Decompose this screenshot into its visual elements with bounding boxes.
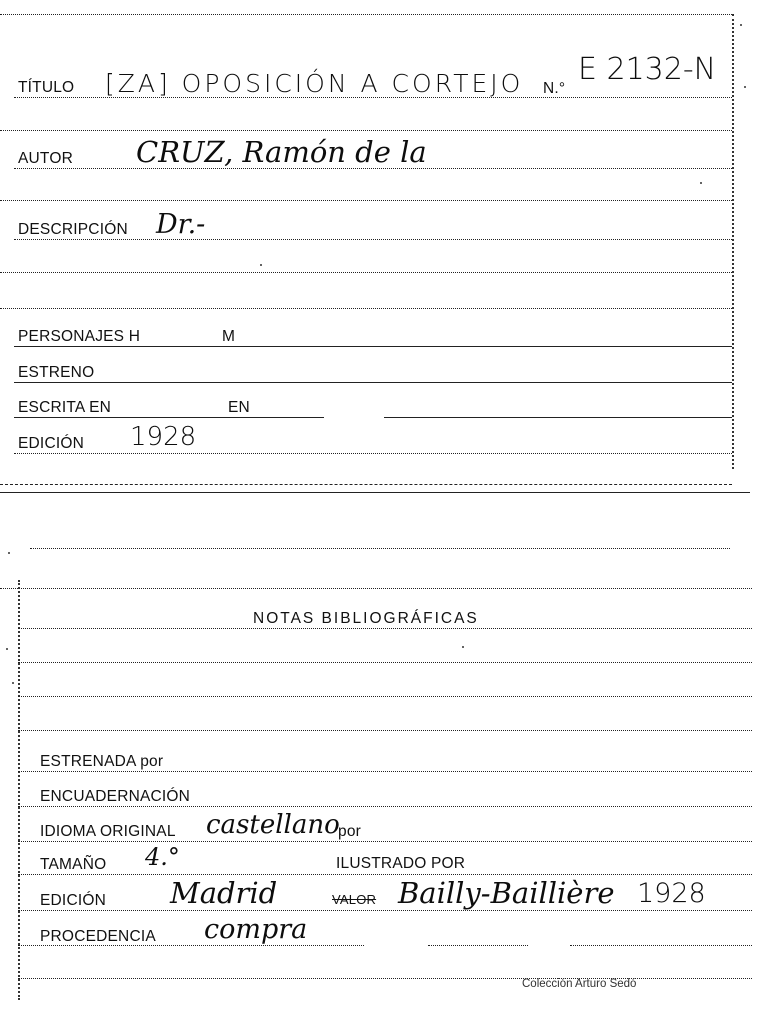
scan-speck bbox=[462, 646, 464, 648]
back-rule-1 bbox=[0, 588, 752, 589]
procedencia-rule-b bbox=[428, 945, 528, 946]
edicion-place-value: Madrid bbox=[170, 876, 278, 910]
procedencia-label: PROCEDENCIA bbox=[40, 928, 156, 945]
edicion-value: 1928 bbox=[130, 422, 197, 452]
estreno-label: ESTRENO bbox=[18, 364, 95, 381]
scan-speck bbox=[12, 682, 14, 684]
en-label: EN bbox=[228, 399, 250, 416]
titulo-rule bbox=[14, 97, 732, 98]
tamano-value: 4.° bbox=[145, 843, 180, 871]
edicion-year-value: 1928 bbox=[637, 878, 706, 909]
personajes-rule bbox=[14, 346, 732, 347]
tamano-rule bbox=[18, 874, 752, 875]
escrita-rule-b bbox=[384, 417, 732, 418]
idioma-value: castellano bbox=[206, 810, 340, 840]
blank-rule-1 bbox=[0, 130, 732, 131]
procedencia-value: compra bbox=[204, 914, 308, 945]
blank-rule-4 bbox=[0, 308, 732, 309]
encuadernacion-rule bbox=[18, 806, 752, 807]
tamano-label: TAMAÑO bbox=[40, 856, 107, 873]
edicion-label: EDICIÓN bbox=[18, 435, 84, 452]
collection-note: Colección Arturo Sedó bbox=[522, 978, 637, 990]
descripcion-value: Dr.- bbox=[156, 209, 206, 240]
valor-label: VALOR bbox=[332, 892, 377, 907]
blank-rule-6 bbox=[18, 696, 752, 697]
scan-speck bbox=[740, 24, 742, 26]
idioma-rule bbox=[18, 841, 752, 842]
numero-label: N.° bbox=[543, 80, 566, 97]
edicion-back-rule bbox=[18, 910, 752, 911]
ilustrado-label: ILUSTRADO POR bbox=[336, 855, 466, 872]
bottom-dash-rule bbox=[0, 484, 732, 485]
personajes-m-label: M bbox=[222, 328, 236, 345]
notas-heading: NOTAS BIBLIOGRÁFICAS bbox=[253, 610, 479, 627]
estreno-rule bbox=[14, 382, 732, 383]
autor-rule bbox=[14, 168, 732, 169]
scan-speck bbox=[8, 552, 10, 554]
titulo-value: [ZA] OPOSICIÓN A CORTEJO bbox=[105, 69, 524, 98]
scan-speck bbox=[744, 86, 746, 88]
edicion-back-label: EDICIÓN bbox=[40, 892, 106, 909]
encuadernacion-label: ENCUADERNACIÓN bbox=[40, 788, 191, 805]
scan-speck bbox=[260, 264, 262, 266]
numero-value: E 2132-N bbox=[578, 52, 717, 87]
catalog-card-back bbox=[0, 540, 759, 1028]
back-bottom-rule bbox=[18, 978, 752, 979]
card-left-edge bbox=[18, 580, 20, 1000]
estrenada-rule bbox=[18, 771, 752, 772]
card-right-edge bbox=[732, 14, 734, 469]
heading-rule bbox=[18, 628, 752, 629]
descripcion-rule bbox=[14, 239, 732, 240]
procedencia-rule-c bbox=[570, 945, 752, 946]
escrita-rule-a bbox=[14, 417, 324, 418]
blank-rule-7 bbox=[18, 730, 752, 731]
titulo-label: TÍTULO bbox=[18, 79, 75, 96]
scan-speck bbox=[700, 182, 702, 184]
edicion-publisher-value: Bailly-Baillière bbox=[398, 876, 615, 910]
card-divider bbox=[0, 492, 750, 493]
personajes-label: PERSONAJES H bbox=[18, 328, 141, 345]
scan-speck bbox=[6, 648, 8, 650]
autor-value: CRUZ, Ramón de la bbox=[136, 135, 427, 169]
back-top-rule bbox=[30, 548, 730, 549]
blank-rule-5 bbox=[18, 662, 752, 663]
autor-label: AUTOR bbox=[18, 150, 73, 167]
idioma-label: IDIOMA ORIGINAL bbox=[40, 823, 176, 840]
estrenada-label: ESTRENADA por bbox=[40, 753, 164, 770]
procedencia-rule-a bbox=[18, 945, 364, 946]
blank-rule-2 bbox=[0, 200, 732, 201]
por-label: por bbox=[338, 823, 362, 840]
catalog-card-front bbox=[0, 0, 759, 493]
card-top-edge bbox=[0, 14, 734, 15]
descripcion-label: DESCRIPCIÓN bbox=[18, 221, 128, 238]
blank-rule-3 bbox=[0, 272, 732, 273]
escrita-en-label: ESCRITA EN bbox=[18, 399, 112, 416]
edicion-rule bbox=[14, 453, 732, 454]
